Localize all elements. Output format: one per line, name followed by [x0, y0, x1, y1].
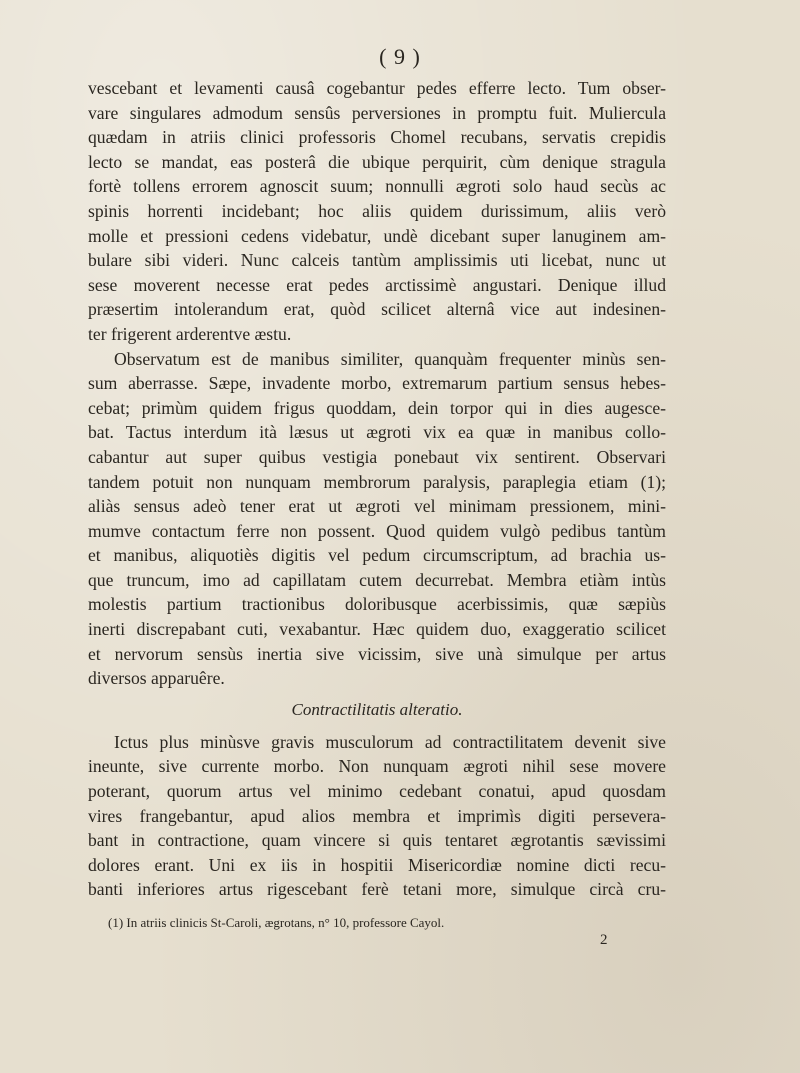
- body-text: [88, 76, 666, 902]
- text-line: spinis horrenti incidebant; hoc aliis quidem durissimum, aliis verò: [88, 200, 666, 221]
- text-line: banti inferiores artus rigescebant ferè tetani more, simulque circà cru-: [88, 879, 666, 900]
- text-line: sese moverent necesse erat pedes arctissimè angustari. Denique illud: [88, 274, 666, 295]
- text-line: molestis partium tractionibus doloribusque acerbissimis, quæ sæpiùs: [88, 594, 666, 615]
- text-line: aliàs sensus adeò tener erat ut ægroti vel minimam pressionem, mini-: [88, 496, 666, 517]
- text-line: ter frigerent arderentve æstu.: [88, 323, 292, 344]
- text-line: lecto se mandat, eas posterâ die ubique perquirit, cùm denique stragula: [88, 151, 666, 172]
- text-line: bat. Tactus interdum ità læsus ut ægroti vix ea quæ in manibus collo-: [88, 422, 666, 443]
- text-line: fortè tollens errorem agnoscit suum; nonnulli ægroti solo haud secùs ac: [88, 176, 666, 197]
- text-line: et nervorum sensùs inertia sive vicissim, sive unà simulque per artus: [88, 643, 666, 664]
- text-line: vescebant et levamenti causâ cogebantur pedes efferre lecto. Tum obser-: [88, 78, 666, 98]
- page-number: ( 9 ): [379, 44, 421, 69]
- footnote: (1) In atriis clinicis St-Caroli, ægrotans, n° 10, professore Cayol.: [108, 915, 445, 930]
- text-line: cebat; primùm quidem frigus quoddam, dein torpor qui in dies augesce-: [88, 397, 666, 418]
- text-line: quædam in atriis clinici professoris Chomel recubans, servatis crepidis: [88, 127, 666, 148]
- section-heading: Contractilitatis alteratio.: [291, 699, 463, 719]
- text-line: vires frangebantur, apud alios membra et imprimìs digiti persevera-: [88, 805, 666, 826]
- text-line: tandem potuit non nunquam membrorum paralysis, paraplegia etiam (1);: [88, 471, 666, 492]
- text-line: molle et pressioni cedens videbatur, undè dicebant super lanuginem am-: [88, 225, 666, 246]
- text-line: bulare sibi videri. Nunc calceis tantùm amplissimis uti licebat, nunc ut: [88, 250, 666, 271]
- text-line: Ictus plus minùsve gravis musculorum ad contractilitatem devenit sive: [114, 731, 666, 752]
- paragraph-1: [88, 76, 666, 347]
- text-line: que truncum, imo ad capillatam cutem decurrebat. Membra etiàm intùs: [88, 569, 666, 590]
- paragraph-3: [88, 730, 666, 902]
- text-line: dolores erant. Uni ex iis in hospitii Misericordiæ nomine dicti recu-: [88, 854, 666, 875]
- text-line: inerti discrepabant cuti, vexabantur. Hæc quidem duo, exaggeratio scilicet: [88, 619, 666, 640]
- signature-mark: 2: [600, 932, 608, 948]
- text-line: poterant, quorum artus vel minimo cedebant conatui, apud quosdam: [88, 781, 666, 802]
- text-line: Observatum est de manibus similiter, quanquàm frequenter minùs sen-: [114, 348, 666, 369]
- text-line: cabantur aut super quibus vestigia ponebaut vix sentirent. Observari: [88, 446, 666, 467]
- text-line: bant in contractione, quam vincere si quis tentaret ægrotantis sævissimi: [88, 830, 666, 851]
- text-line: ineunte, sive currente morbo. Non nunquam ægroti nihil sese movere: [88, 756, 666, 777]
- text-line: mumve contactum ferre non possent. Quod quidem vulgò pedibus tantùm: [88, 520, 666, 541]
- text-line: præsertim intolerandum erat, quòd scilicet alternâ vice aut indesinen-: [88, 299, 666, 320]
- text-line: vare singulares admodum sensûs perversiones in promptu fuit. Muliercula: [88, 102, 666, 123]
- text-line: sum aberrasse. Sæpe, invadente morbo, extremarum partium sensus hebes-: [88, 373, 666, 394]
- text-line: diversos apparuêre.: [88, 668, 225, 689]
- text-line: et manibus, aliquotiès digitis vel pedum circumscriptum, ad brachia us-: [88, 545, 666, 566]
- paragraph-2: [88, 347, 666, 691]
